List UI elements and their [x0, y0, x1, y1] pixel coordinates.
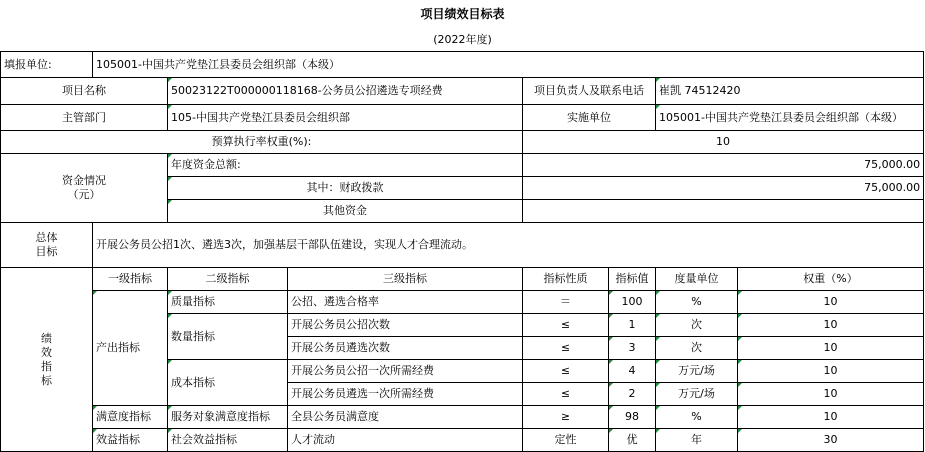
indicator-nature: ≥	[523, 406, 609, 429]
indicator-value: 3	[609, 337, 656, 360]
fill-unit-label: 填报单位:	[1, 52, 93, 78]
indicator-unit: 次	[656, 337, 738, 360]
table-year: (2022年度)	[433, 33, 492, 46]
header-level1: 一级指标	[93, 268, 168, 291]
funds-label	[1, 154, 168, 223]
indicators-label-char: 效	[41, 345, 52, 359]
indicator-unit: %	[656, 406, 738, 429]
indicators-label-char: 标	[41, 373, 52, 387]
level2-service: 服务对象满意度指标	[168, 406, 288, 429]
header-level3: 三级指标	[288, 268, 523, 291]
indicator-name: 开展公务员公招次数	[288, 314, 523, 337]
indicator-value: 优	[609, 429, 656, 452]
level1-output: 产出指标	[93, 291, 168, 406]
indicator-value: 4	[609, 360, 656, 383]
level1-benefit: 效益指标	[93, 429, 168, 452]
indicator-unit: %	[656, 291, 738, 314]
indicator-unit: 次	[656, 314, 738, 337]
level1-satisfaction: 满意度指标	[93, 406, 168, 429]
header-weight: 权重（%）	[738, 268, 924, 291]
indicator-nature: ≤	[523, 337, 609, 360]
level2-quality: 质量指标	[168, 291, 288, 314]
indicator-value: 98	[609, 406, 656, 429]
level2-social: 社会效益指标	[168, 429, 288, 452]
goal-label-line1: 总体	[35, 231, 58, 244]
indicator-name: 人才流动	[288, 429, 523, 452]
goal-label-line2: 目标	[35, 245, 58, 258]
project-contact-value: 崔凯 74512420	[656, 78, 924, 105]
level2-cost: 成本指标	[168, 360, 288, 406]
indicator-nature: ≤	[523, 383, 609, 406]
goal-text: 开展公务员公招1次、遴选3次，加强基层干部队伍建设，实现人才合理流动。	[93, 223, 924, 268]
dept-value: 105-中国共产党垫江县委员会组织部	[168, 105, 523, 131]
header-nature: 指标性质	[523, 268, 609, 291]
header-value: 指标值	[609, 268, 656, 291]
indicator-weight: 30	[738, 429, 924, 452]
project-contact-label: 项目负责人及联系电话	[523, 78, 656, 105]
indicator-unit: 年	[656, 429, 738, 452]
header-unit: 度量单位	[656, 268, 738, 291]
indicator-nature: 定性	[523, 429, 609, 452]
fill-unit-value: 105001-中国共产党垫江县委员会组织部（本级）	[93, 52, 924, 78]
indicator-value: 1	[609, 314, 656, 337]
indicators-section-label	[1, 268, 93, 452]
funds-label-line1: 资金情况	[62, 174, 106, 187]
indicator-weight: 10	[738, 406, 924, 429]
indicator-value: 2	[609, 383, 656, 406]
indicator-weight: 10	[738, 383, 924, 406]
funds-other-label: 其他资金	[168, 200, 523, 223]
indicator-weight: 10	[738, 291, 924, 314]
dept-label: 主管部门	[1, 105, 168, 131]
indicator-name: 开展公务员遴选一次所需经费	[288, 383, 523, 406]
funds-fiscal-value: 75,000.00	[523, 177, 924, 200]
indicator-unit: 万元/场	[656, 383, 738, 406]
funds-label-line2: （元）	[67, 188, 101, 201]
indicator-nature: ≤	[523, 360, 609, 383]
indicators-label-char: 绩	[41, 331, 52, 345]
indicator-weight: 10	[738, 337, 924, 360]
indicator-name: 全县公务员满意度	[288, 406, 523, 429]
budget-weight-label: 预算执行率权重(%):	[1, 131, 523, 154]
indicator-nature: ＝	[523, 291, 609, 314]
budget-weight-value: 10	[523, 131, 924, 154]
table-title: 项目绩效目标表	[420, 7, 505, 21]
indicator-name: 开展公务员遴选次数	[288, 337, 523, 360]
funds-fiscal-label: 其中：财政拨款	[168, 177, 523, 200]
impl-value: 105001-中国共产党垫江县委员会组织部（本级）	[656, 105, 924, 131]
indicator-value: 100	[609, 291, 656, 314]
indicators-label-char: 指	[41, 359, 52, 373]
goal-label	[1, 223, 93, 268]
indicator-name: 开展公务员公招一次所需经费	[288, 360, 523, 383]
header-level2: 二级指标	[168, 268, 288, 291]
impl-label: 实施单位	[523, 105, 656, 131]
level2-quantity: 数量指标	[168, 314, 288, 360]
performance-table	[0, 51, 924, 452]
funds-total-label: 年度资金总额:	[168, 154, 523, 177]
indicator-nature: ≤	[523, 314, 609, 337]
indicator-weight: 10	[738, 360, 924, 383]
indicator-weight: 10	[738, 314, 924, 337]
indicator-name: 公招、遴选合格率	[288, 291, 523, 314]
indicator-unit: 万元/场	[656, 360, 738, 383]
project-name-value: 50023122T000000118168-公务员公招遴选专项经费	[168, 78, 523, 105]
project-name-label: 项目名称	[1, 78, 168, 105]
funds-other-value	[523, 200, 924, 223]
funds-total-value: 75,000.00	[523, 154, 924, 177]
